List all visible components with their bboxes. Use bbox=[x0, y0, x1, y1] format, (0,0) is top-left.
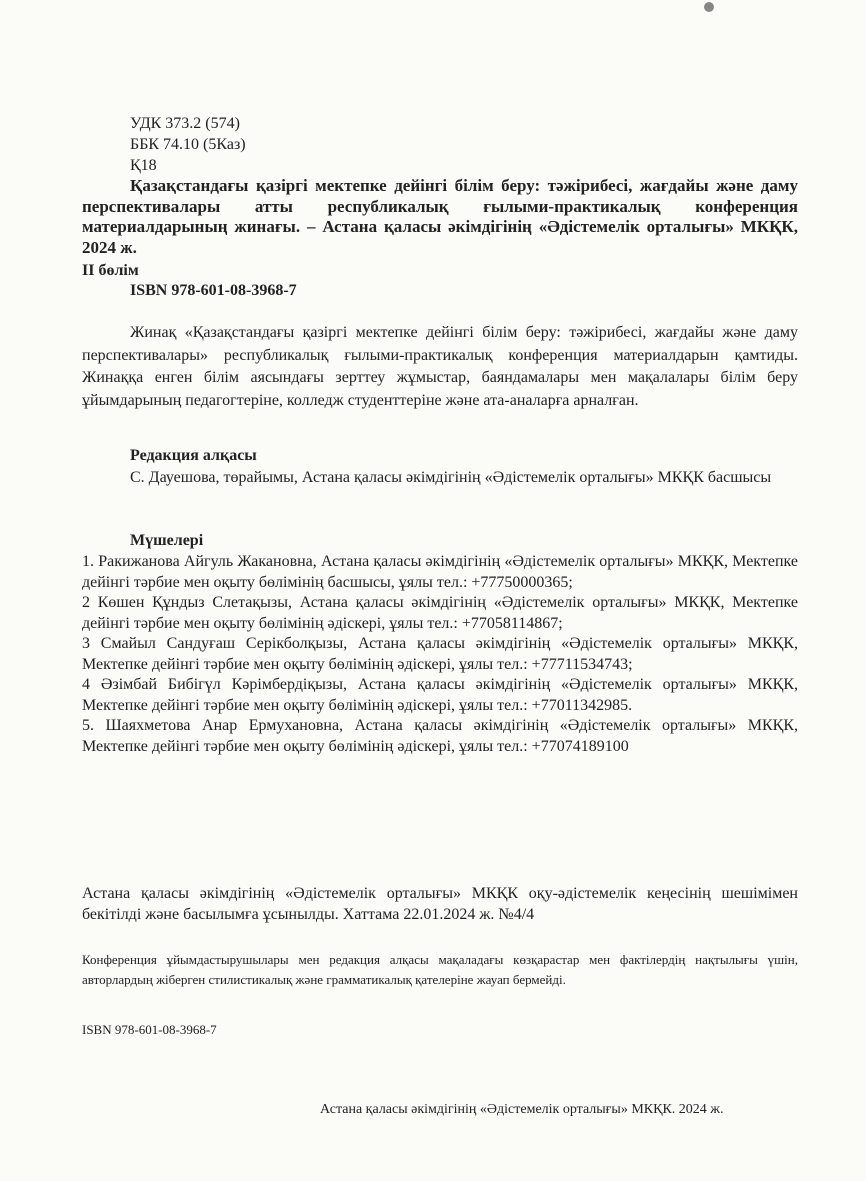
board-heading: Редакция алқасы bbox=[130, 447, 257, 464]
annotation: Жинақ «Қазақстандағы қазіргі мектепке дейінгі білім беру: тәжірибесі, жағдайы және даму перспективалары» республикалық ғылыми-практикалық конференция материалдарын қамтиды. Жинаққа енген білім аясындағы зерттеу жұмыстар, баяндамалары мен мақалалары білім беру ұйымдарының педагогтеріне, колледж студенттеріне және ата-аналарға арналған. bbox=[82, 324, 798, 409]
member-item: 1. Ракижанова Айгуль Жакановна, Астана қаласы әкімдігінің «Әдістемелік орталығы» МКҚК, Мектепке дейінгі тәрбие мен оқыту бөлімінің басшысы, ұялы тел.: +77750000365; bbox=[82, 553, 798, 591]
member-item: 3 Смайыл Сандуғаш Серікболқызы, Астана қаласы әкімдігінің «Әдістемелік орталығы» МКҚК, Мектепке дейінгі тәрбие мен оқыту бөлімінің әдіскері, ұялы тел.: +77711534743; bbox=[82, 635, 798, 673]
isbn-main: ISBN 978-601-08-3968-7 bbox=[130, 282, 297, 299]
member-item: 2 Көшен Құндыз Слетақызы, Астана қаласы әкімдігінің «Әдістемелік орталығы» МКҚК, Мектепке дейінгі тәрбие мен оқыту бөлімінің әдіскері, ұялы тел.: +77058114867; bbox=[82, 594, 798, 632]
disclaimer: Конференция ұйымдастырушылары мен редакция алқасы мақаладағы көзқарастар мен фактілердің нақтылығы үшін, авторлардың жіберген стилистикалық және грамматикалық қателеріне жауап бермейді. bbox=[82, 952, 798, 987]
members-list bbox=[82, 552, 798, 757]
book-title: Қазақстандағы қазіргі мектепке дейінгі білім беру: тәжірибесі, жағдайы және даму перспективалары атты республикалық ғылыми-практикалық конференция материалдарының жинағы. – Астана қаласы әкімдігінің «Әдістемелік орталығы» МКҚК, 2024 ж. bbox=[82, 176, 798, 257]
scan-speck bbox=[704, 2, 714, 12]
publisher-line: Астана қаласы әкімдігінің «Әдістемелік орталығы» МКҚК. 2024 ж. bbox=[320, 1102, 724, 1117]
udk-code: УДК 373.2 (574) bbox=[130, 115, 240, 132]
members-heading: Мүшелері bbox=[130, 532, 204, 549]
part-label: II бөлім bbox=[82, 262, 139, 279]
author-mark: Қ18 bbox=[130, 157, 157, 174]
bbk-code: ББК 74.10 (5Каз) bbox=[130, 136, 246, 153]
approval-note: Астана қаласы әкімдігінің «Әдістемелік орталығы» МКҚК оқу-әдістемелік кеңесінің шешімімен бекітілді және басылымға ұсынылды. Хаттама 22.01.2024 ж. №4/4 bbox=[82, 885, 798, 923]
member-item: 4 Әзімбай Бибігүл Кәрімбердіқызы, Астана қаласы әкімдігінің «Әдістемелік орталығы» МКҚК, Мектепке дейінгі тәрбие мен оқыту бөлімінің әдіскері, ұялы тел.: +77011342985. bbox=[82, 676, 798, 714]
board-chair: С. Дауешова, төрайымы, Астана қаласы әкімдігінің «Әдістемелік орталығы» МКҚК басшысы bbox=[130, 469, 772, 486]
member-item: 5. Шаяхметова Анар Ермухановна, Астана қаласы әкімдігінің «Әдістемелік орталығы» МКҚК, Мектепке дейінгі тәрбие мен оқыту бөлімінің әдіскері, ұялы тел.: +77074189100 bbox=[82, 717, 798, 755]
isbn-footer: ISBN 978-601-08-3968-7 bbox=[82, 1022, 217, 1037]
